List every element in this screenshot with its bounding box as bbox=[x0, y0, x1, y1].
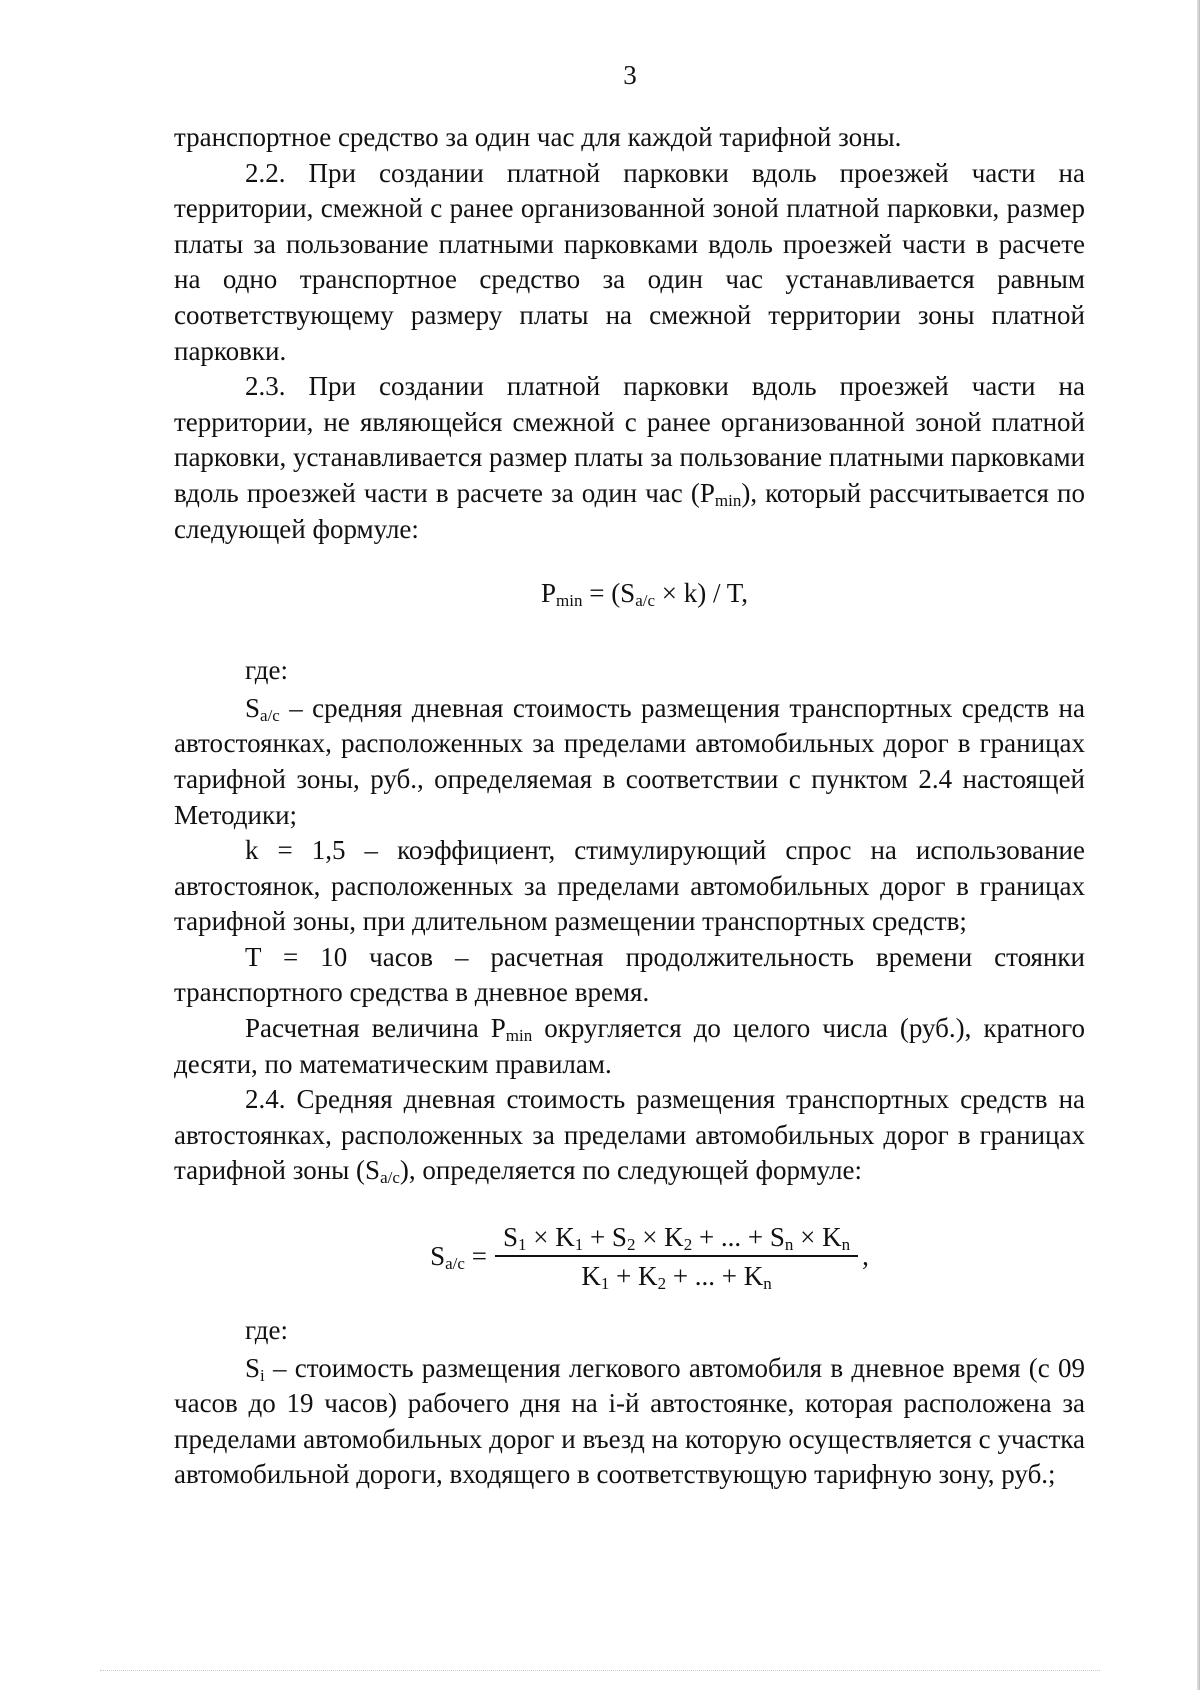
scan-artifact-line bbox=[100, 1670, 1100, 1675]
formula-sac bbox=[174, 1222, 1085, 1294]
den-k2-sub: 2 bbox=[657, 1274, 667, 1294]
pmin-subscript: min bbox=[714, 490, 742, 510]
den-k2: + K bbox=[609, 1261, 658, 1292]
paragraph-2-3 bbox=[174, 369, 1085, 547]
num-s1: S bbox=[502, 1222, 518, 1253]
num-s2-sub: 2 bbox=[626, 1235, 636, 1255]
definition-sac-sub: а/с bbox=[260, 705, 280, 725]
formula-sac-lhs-symbol: S bbox=[430, 1240, 446, 1271]
page-number: 3 bbox=[623, 60, 637, 90]
paragraph-2-3-text: 2.3. При создании платной парковки вдоль проезжей части на территории, не являющейся смежной с ранее организованной зоной платной парковки, устанавливается размер платы за пользование платными парковками вдоль проезжей части в расчете за один час (P bbox=[174, 371, 1085, 508]
paragraph-2-4-sac-sub: а/с bbox=[380, 1168, 400, 1188]
num-k1-sub: 1 bbox=[574, 1235, 584, 1255]
paragraph-2-3-text-end: ), который рассчитывается по следующей формуле: bbox=[174, 477, 1085, 544]
den-kn: + ... + K bbox=[666, 1261, 764, 1292]
definition-k: k = 1,5 – коэффициент, стимулирующий спрос на использование автостоянок, расположенных за пределами автомобильных дорог в границах тарифной зоны, при длительном размещении транспортных средств; bbox=[174, 835, 1085, 937]
num-kn: × K bbox=[793, 1222, 842, 1253]
num-k1: × K bbox=[526, 1222, 575, 1253]
formula-sac-equals: = bbox=[464, 1240, 487, 1271]
rounding-rule bbox=[174, 1011, 1085, 1082]
num-sn-sub: n bbox=[784, 1235, 794, 1255]
den-kn-sub: n bbox=[763, 1274, 772, 1294]
formula-pmin bbox=[174, 575, 1085, 611]
formula-sac-comma: , bbox=[862, 1240, 869, 1271]
formula-pmin-rhs-end: × k) / T, bbox=[655, 578, 749, 609]
paragraph-2-4-text-end: ), определяется по следующей формуле: bbox=[399, 1155, 862, 1186]
rounding-pmin-sub: min bbox=[505, 1026, 533, 1046]
paragraph-2-4 bbox=[174, 1082, 1085, 1189]
num-sn: + ... + S bbox=[692, 1222, 785, 1253]
paragraph-2-4-text: 2.4. Средняя дневная стоимость размещения транспортных средств на автостоянках, расположенных за пределами автомобильных дорог в границах тарифной зоны (S bbox=[174, 1084, 1085, 1186]
formula-sac-numerator bbox=[495, 1222, 858, 1257]
paragraph-2-2: 2.2. При создании платной парковки вдоль проезжей части на территории, смежной с ранее организованной зоной платной парковки, размер платы за пользование платными парковками вдоль проезжей части в расчете на одно транспортное средство за один час устанавливается равным соответствующему размеру платы на смежной территории зоны платной парковки. bbox=[174, 157, 1085, 366]
formula-sac-lhs bbox=[430, 1239, 487, 1275]
den-k1-sub: 1 bbox=[600, 1274, 610, 1294]
num-s1-sub: 1 bbox=[517, 1235, 527, 1255]
definition-sac bbox=[174, 691, 1085, 833]
formula-pmin-rhs-start: = (S bbox=[582, 578, 636, 609]
where-label-2: где: bbox=[245, 1315, 288, 1346]
num-kn-sub: n bbox=[841, 1235, 851, 1255]
definition-sac-text: – средняя дневная стоимость размещения транспортных средств на автостоянках, расположенных за пределами автомобильных дорог в границах тарифной зоны, руб., определяемая в соответствии с пунктом 2.4 настоящей Методики; bbox=[174, 692, 1085, 830]
definition-si bbox=[174, 1351, 1085, 1493]
definition-t: T = 10 часов – расчетная продолжительность времени стоянки транспортного средства в дневное время. bbox=[174, 941, 1085, 1008]
formula-sac-fraction bbox=[495, 1222, 858, 1294]
formula-sac-lhs-sub: а/с bbox=[445, 1253, 465, 1273]
den-k1: K bbox=[581, 1261, 601, 1292]
paragraph-continuation: транспортное средство за один час для каждой тарифной зоны. bbox=[174, 122, 902, 152]
formula-pmin-sac-sub: а/с bbox=[635, 591, 656, 611]
rounding-rule-text: Расчетная величина P bbox=[245, 1013, 506, 1044]
where-label-1: где: bbox=[245, 655, 288, 686]
num-k2: × K bbox=[635, 1222, 684, 1253]
definition-si-sub: i bbox=[260, 1365, 265, 1385]
formula-pmin-lhs-sub: min bbox=[556, 591, 583, 611]
num-k2-sub: 2 bbox=[683, 1235, 693, 1255]
formula-sac-denominator bbox=[573, 1257, 779, 1294]
definition-si-symbol: S bbox=[245, 1352, 261, 1383]
formula-pmin-lhs: P bbox=[540, 578, 557, 609]
definition-sac-symbol: S bbox=[245, 692, 261, 723]
document-body bbox=[174, 120, 1085, 1493]
rounding-rule-text-end: округляется до целого числа (руб.), кратного десяти, по математическим правилам. bbox=[174, 1013, 1085, 1079]
definition-si-text: – стоимость размещения легкового автомобиля в дневное время (с 09 часов до 19 часов) рабочего дня на i-й автостоянке, которая расположена за пределами автомобильных дорог и въезд на которую осуществляется с участка автомобильной дороги, входящего в соответствующую тарифную зону, руб.; bbox=[174, 1352, 1085, 1490]
num-s2: + S bbox=[583, 1222, 627, 1253]
